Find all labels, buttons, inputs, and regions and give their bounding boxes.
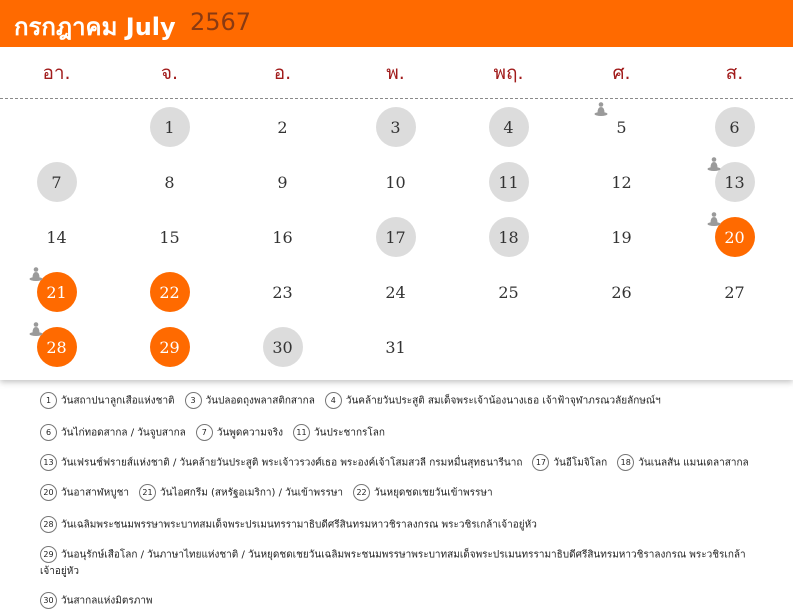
day-cell[interactable]: 4 [489,107,529,147]
day-cell[interactable]: 14 [46,227,67,247]
legend-day-badge: 30 [40,592,57,609]
legend-text: วันสากลแห่งมิตรภาพ [61,595,153,607]
day-cell[interactable]: 31 [385,337,406,357]
legend-item [196,424,283,442]
weekday-sat: ส. [725,62,744,84]
day-cell[interactable]: 11 [489,162,529,202]
legend-item [40,392,175,410]
legend-text: วันประชากรโลก [314,427,385,439]
legend-day-badge: 22 [353,484,370,501]
buddha-icon [28,266,44,282]
legend-day-badge: 18 [617,454,634,471]
legend-day-badge: 28 [40,516,57,533]
weekday-thu: พฤ. [493,62,524,84]
day-cell[interactable]: 8 [164,172,175,192]
legend-text: วันอีโมจิโลก [553,457,608,469]
legend-item [40,592,760,610]
legend-day-badge: 13 [40,454,57,471]
legend-item [185,392,315,410]
legend-item [40,484,129,502]
legend-text: วันคล้ายวันประสูติ สมเด็จพระเจ้าน้องนางเธอ เจ้าฟ้าจุฬาภรณวลัยลักษณ์ฯ [345,395,661,407]
day-cell[interactable]: 13 [715,162,755,202]
legend-text: วันพูดความจริง [216,427,283,439]
legend-text: วันสถาปนาลูกเสือแห่งชาติ [61,395,175,407]
day-cell[interactable]: 2 [277,117,288,137]
day-cell[interactable]: 15 [159,227,180,247]
legend-text: วันเนลสัน แมนเดลาสากล [638,457,749,469]
legend-text: วันอนุรักษ์เสือโลก / วันภาษาไทยแห่งชาติ / วันหยุดชดเชยวันเฉลิมพระชนมพรรษาพระบาทสมเด็จพระปรเมนทรรามาธิบดีศรีสินทรมหาวชิราลงกรณ พระวชิรเกล้าเจ้าอยู่หัว [40,549,746,577]
buddha-icon [593,101,609,117]
legend-item [40,424,186,442]
legend-text: วันปลอดถุงพลาสติกสากล [205,395,315,407]
legend-text: วันหยุดชดเชยวันเข้าพรรษา [374,487,493,499]
day-cell[interactable]: 20 [715,217,755,257]
legend-row [40,516,770,534]
weekday-fri: ศ. [612,62,631,84]
legend-item [293,424,385,442]
legend-day-badge: 20 [40,484,57,501]
day-cell[interactable]: 30 [263,327,303,367]
day-cell[interactable]: 1 [150,107,190,147]
weekday-tue: อ. [273,62,292,84]
legend-day-badge: 6 [40,424,57,441]
month-title: กรกฎาคม July [14,13,176,41]
legend-item [353,484,493,502]
day-cell[interactable]: 26 [611,282,632,302]
day-cell[interactable]: 5 [616,117,627,137]
legend-item [617,454,748,472]
day-cell[interactable]: 23 [272,282,293,302]
calendar-header [0,0,793,47]
weekday-wed: พ. [386,62,405,84]
legend-day-badge: 3 [185,392,202,409]
legend-item [532,454,607,472]
legend-item [40,454,522,472]
year-label: 2567 [190,8,252,36]
legend-day-badge: 4 [325,392,342,409]
weekday-sun: อา. [42,62,71,84]
legend-row [40,454,759,472]
day-cell[interactable]: 24 [385,282,406,302]
legend-row [40,424,395,442]
day-cell[interactable]: 10 [385,172,406,192]
day-cell[interactable]: 18 [489,217,529,257]
legend-text: วันไอศกรีม (สหรัฐอเมริกา) / วันเข้าพรรษา [159,487,344,499]
legend-row [40,546,770,580]
day-cell[interactable]: 7 [37,162,77,202]
day-cell[interactable]: 19 [611,227,632,247]
buddha-icon [706,156,722,172]
weekday-mon: จ. [160,62,179,84]
day-cell[interactable]: 25 [498,282,519,302]
header-divider [0,98,793,99]
legend-row [40,392,671,410]
legend-day-badge: 7 [196,424,213,441]
legend-item [325,392,661,410]
day-cell[interactable]: 28 [37,327,77,367]
legend-item [40,546,760,580]
legend-row [40,592,770,610]
legend-day-badge: 11 [293,424,310,441]
day-cell[interactable]: 21 [37,272,77,312]
day-cell[interactable]: 22 [150,272,190,312]
day-cell[interactable]: 3 [376,107,416,147]
legend-day-badge: 1 [40,392,57,409]
legend-text: วันเฉลิมพระชนมพรรษาพระบาทสมเด็จพระปรเมนทรรามาธิบดีศรีสินทรมหาวชิราลงกรณ พระวชิรเกล้าเจ้าอยู่หัว [61,519,537,531]
legend-item [139,484,343,502]
legend-day-badge: 17 [532,454,549,471]
day-cell[interactable]: 27 [724,282,745,302]
legend-day-badge: 21 [139,484,156,501]
weekday-row [0,50,793,98]
legend-text: วันอาสาฬหบูชา [61,487,129,499]
day-cell[interactable]: 16 [272,227,293,247]
legend-day-badge: 29 [40,546,57,563]
legend-text: วันไก่ทอดสากล / วันจูบสากล [61,427,186,439]
day-cell[interactable]: 12 [611,172,632,192]
legend-row [40,484,503,502]
legend-text: วันเฟรนช์ฟรายส์แห่งชาติ / วันคล้ายวันประสูติ พระเจ้าวรวงศ์เธอ พระองค์เจ้าโสมสวลี กรมหมื่นสุทธนารีนาถ [61,457,523,469]
buddha-icon [28,321,44,337]
day-cell[interactable]: 29 [150,327,190,367]
day-cell[interactable]: 9 [277,172,288,192]
day-cell[interactable]: 17 [376,217,416,257]
legend-item [40,516,760,534]
day-cell[interactable]: 6 [715,107,755,147]
buddha-icon [706,211,722,227]
